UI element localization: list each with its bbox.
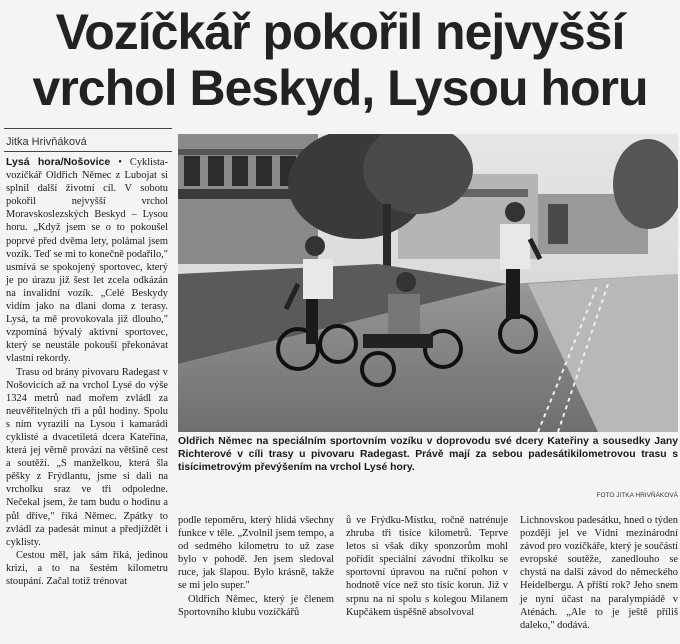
article-column-3 <box>346 514 508 619</box>
photo-caption: Oldřich Němec na speciálním sportovním vozíku v doprovodu své dcery Kateřiny a sousedky Jany Richterové v cíli trasy u pivovaru Radegast. Právě mají za sebou padesátikilometrovou trasu s tisícimetrovým převýšením na vrchol Lysé hory. <box>178 436 678 473</box>
article-paragraph: Lichnovskou padesátku, hned o týden později jel ve Vídni mezinárodní závod pro vozíčkáře, který je součástí evropské soutěže, zanedlouho se chystá na další závod do německého Heidelbergu. A příští rok? Jeho snem je nyní účast na paralympiádě v Aténách. „Ale to je ještě příliš daleko," dodává. <box>520 515 678 631</box>
article-paragraph: ů ve Frýdku-Místku, ročně natrénuje zhruba tři tisíce kilometrů. Teprve letos si však díky sponzorům mohl pořídit speciální závodní tříkolku se sportovní úpravou na ruční pohon v hodnotě více než sto tisíc korun. Již v srpnu na ni spolu s kolegou Milanem Kupčákem úspěšně absolvoval <box>346 515 508 618</box>
article-paragraph <box>6 156 168 366</box>
article-column-1 <box>6 156 168 588</box>
article-column-4 <box>520 514 678 632</box>
photo-credit: FOTO JITKA HRIVŇÁKOVÁ <box>596 492 678 499</box>
headline-line-2: vrchol Beskyd, Lysou horu <box>32 60 648 116</box>
headline-line-1: Vozíčkář pokořil nejvyšší <box>55 4 625 60</box>
news-photo <box>178 134 678 432</box>
article-paragraph: Trasu od brány pivovaru Radegast v Nošovicích až na vrchol Lysé do výše 1324 metrů nad mořem zvládl za neuvěřitelných tři a půl hodiny. Spolu s ním vyrazili na Lysou i kamarádi cyklisté a dvacetiletá dcera Kateřina, která jej věrně provází na většině cest a soutěží. „S manželkou, která šla pěšky z Frýdlantu, jsme si dali na vrcholku sraz ve tři odpoledne. Nečekal jsem, že tam budu o hodinu a půl dříve," říká Němec. Zpátky to zvládl za padesát minut a předjíždět i cyklisty. <box>6 366 168 548</box>
byline-rule-bottom <box>4 151 172 152</box>
lead-text: • Cyklista-vozíčkář Oldřich Němec z Lubojat si splnil další životní cíl. V sobotu pokořil nejvyšší vrchol Moravskoslezských Beskyd – Lysou horu. „Když jsem se o to pokoušel poprvé před dvěma lety, polámal jsem vozík. Teď se mi to konečně podařilo," usmívá se spokojený sportovec, který je po úrazu již šest let zcela odkázán na invalidní vozík. „Celé Beskydy vidím jako na dlani doma z terasy. Lysá, ta mě provokovala již dlouho," vzpomíná bývalý aktivní sportovec, který se neustále pokouší překonávat vlastní rekordy. <box>6 157 168 365</box>
article-paragraph: Oldřich Němec, který je členem Sportovního klubu vozíčkářů <box>178 593 334 618</box>
article-paragraph: podle tepoměru, který hlídá všechny funkce v těle. „Zvolnil jsem tempo, a od sedmého kilometru to už zase bylo v pohodě. Jen jsem sledoval ruce, jak šlapou. Bylo krásně, takže se mi jelo super." <box>178 515 334 592</box>
byline-rule-top <box>4 128 172 129</box>
article-column-2 <box>178 514 334 619</box>
byline: Jitka Hrivňáková <box>6 136 87 148</box>
dateline-location: Lysá hora/Nošovice <box>6 156 111 168</box>
article-paragraph: Cestou měl, jak sám říká, jedinou krizi, a to na šestém kilometru stoupání. Začal totiž trénovat <box>6 549 168 587</box>
photo-cyclists-handbike <box>178 134 678 432</box>
headline <box>0 4 680 116</box>
